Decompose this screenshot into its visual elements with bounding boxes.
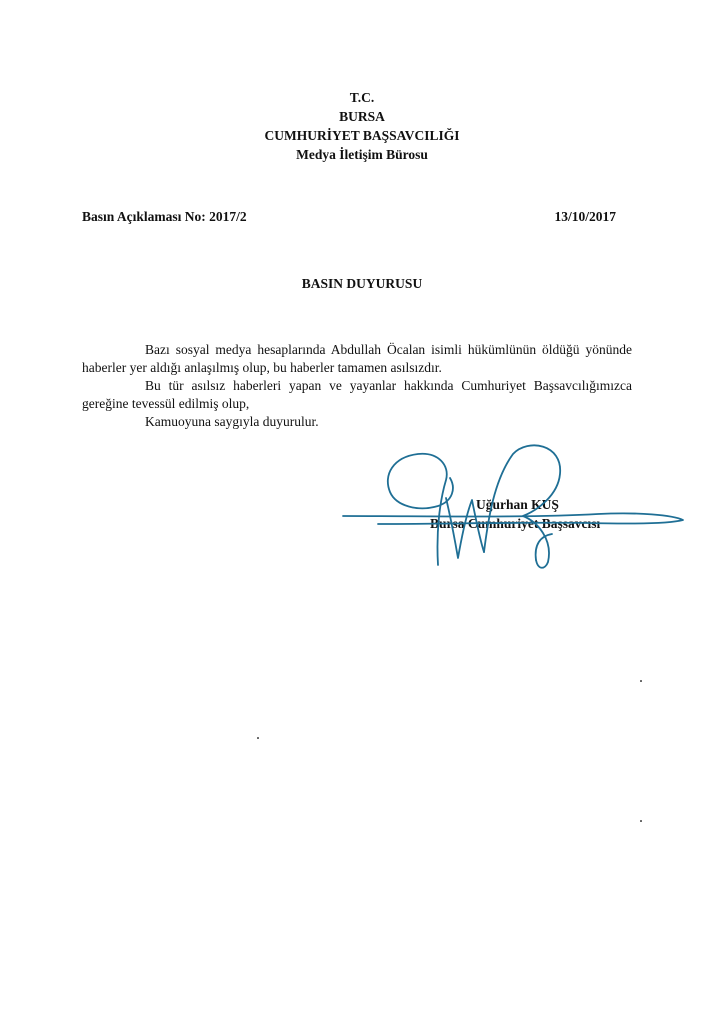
scan-speck <box>640 680 642 682</box>
announcement-title: BASIN DUYURUSU <box>301 276 423 291</box>
letterhead-line-city: BURSA <box>339 109 385 124</box>
body-paragraph-2: Bu tür asılsız haberleri yapan ve yayanlar hakkında Cumhuriyet Başsavcılığımızca gereğine tevessül edilmiş olup, <box>82 378 632 411</box>
signature-block <box>430 495 660 533</box>
press-release-number: Basın Açıklaması No: 2017/2 <box>82 209 247 224</box>
signatory-name: Uğurhan KUŞ <box>476 497 559 512</box>
letterhead <box>0 88 724 164</box>
letterhead-line-tc: T.C. <box>349 90 375 105</box>
signatory-title: Bursa Cumhuriyet Başsavcısı <box>430 516 601 531</box>
press-release-date: 13/10/2017 <box>554 209 616 224</box>
scan-speck <box>640 820 642 822</box>
body-paragraph-3: Kamuoyuna saygıyla duyurulur. <box>145 414 319 429</box>
body-paragraph-1: Bazı sosyal medya hesaplarında Abdullah Öcalan isimli hükümlünün öldüğü yönünde haberler yer aldığı anlaşılmış olup, bu haberler tamamen asılsızdır. <box>82 342 632 375</box>
announcement-body <box>82 341 632 431</box>
letterhead-line-bureau: Medya İletişim Bürosu <box>296 147 428 162</box>
scan-speck <box>257 737 259 739</box>
letterhead-line-office: CUMHURİYET BAŞSAVCILIĞI <box>264 128 460 143</box>
